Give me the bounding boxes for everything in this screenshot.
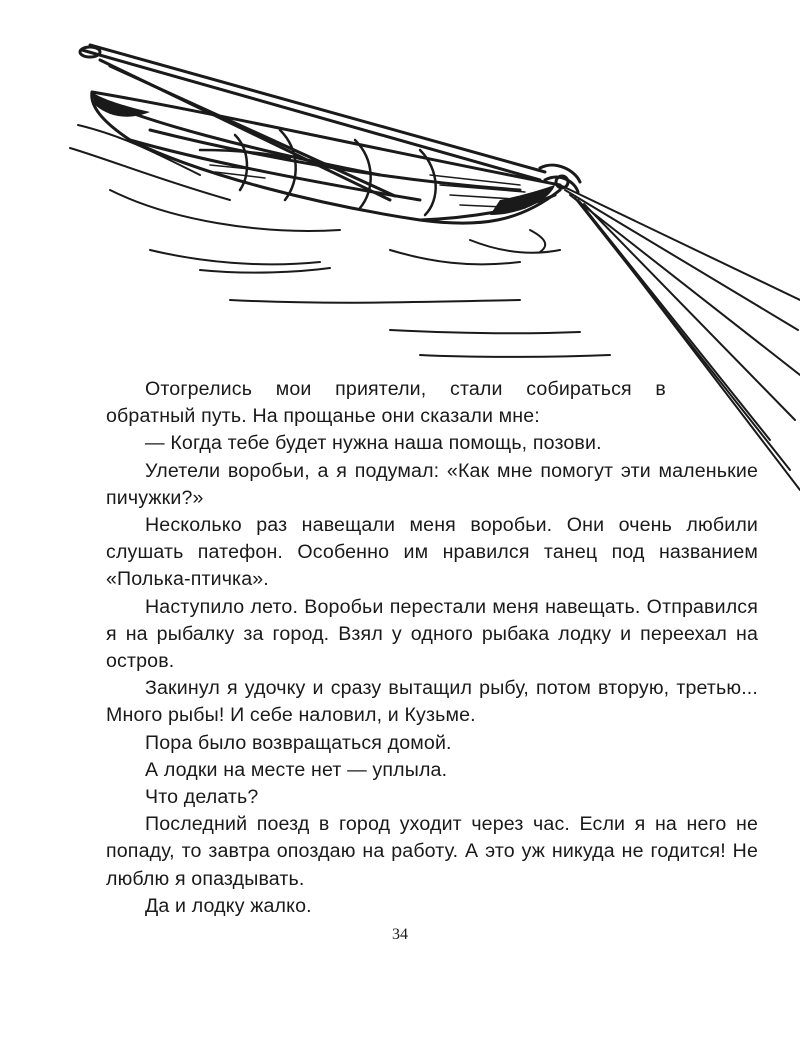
- page-number: 34: [392, 926, 408, 943]
- paragraph: Да и лодку жалко.: [145, 894, 312, 917]
- paragraph: Улетели воробьи, а я подумал: «Как мне помогут эти маленькие пичужки?»: [106, 459, 758, 509]
- paragraph: Что делать?: [145, 786, 259, 809]
- paragraph: Последний поезд в город уходит через час. Если я на него не попаду, то завтра опоздаю на работу. А это уж никуда не годится! Не люблю я опаздывать.: [106, 813, 758, 890]
- paragraph: Пора было возвращаться домой.: [145, 731, 452, 754]
- paragraph: А лодки на месте нет — уплыла.: [145, 758, 448, 781]
- paragraph: Отогрелись мои приятели, стали собираться в обратный путь. На прощанье они сказали мне:: [106, 378, 666, 428]
- story-text: [106, 376, 758, 920]
- oars: [80, 45, 545, 200]
- water-lines: [70, 125, 610, 357]
- paragraph: Несколько раз навещали меня воробьи. Они очень любили слушать патефон. Особенно им нравился танец под названием «Полька-птичка».: [106, 514, 758, 591]
- paragraph: — Когда тебе будет нужна наша помощь, позови.: [145, 432, 602, 455]
- paragraph: Наступило лето. Воробьи перестали меня навещать. Отправился я на рыбалку за город. Взял у одного рыбака лодку и переехал на остров.: [106, 595, 758, 673]
- paragraph: Закинул я удочку и сразу вытащил рыбу, потом вторую, третью... Много рыбы! И себе наловил, и Кузьме.: [106, 677, 758, 727]
